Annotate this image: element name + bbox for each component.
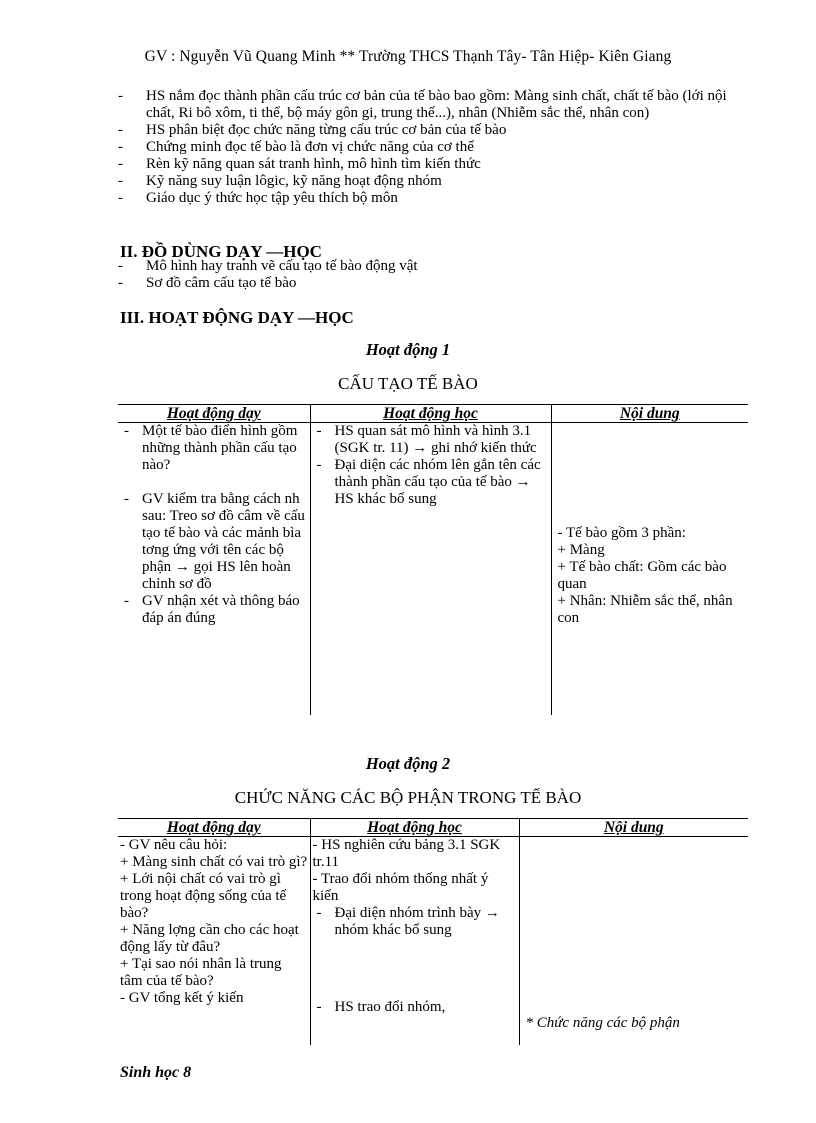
activity-1-subtitle: CẤU TẠO TẾ BÀO (338, 374, 478, 393)
activity-2-subtitle: CHỨC NĂNG CÁC BỘ PHẬN TRONG TẾ BÀO (234, 788, 582, 807)
activity-1-table (118, 404, 748, 715)
list-item: - GV nhận xét và thông báo đáp án đúng (124, 593, 300, 626)
activity-1-title: Hoạt động 1 (365, 340, 451, 359)
page-footer: Sinh học 8 (120, 1064, 192, 1081)
activity-2-title: Hoạt động 2 (365, 754, 451, 773)
list-item: - Đại diện các nhóm lên gắn tên các thành phần cấu tạo của tế bào → HS khác bổ sung (316, 457, 541, 507)
content-line: + Nhân: Nhiễm sắc thể, nhân con (557, 593, 733, 626)
list-item: + Màng sinh chất có vai trò gì? (120, 854, 308, 870)
list-item: - HS quan sát mô hình và hình 3.1 (SGK tr. 11) → ghi nhớ kiến thức (316, 423, 537, 456)
column-header: Nội dung (519, 819, 748, 837)
list-item: - GV tổng kết ý kiến (120, 990, 244, 1006)
content-line: - Tế bào gồm 3 phần: (557, 525, 686, 541)
section-2-title: II. ĐỒ DÙNG DẠY —HỌC (120, 242, 322, 261)
column-header: Hoạt động học (310, 405, 551, 423)
list-item: - Trao đổi nhóm thống nhất ý kiến (312, 871, 489, 904)
learn-cell (310, 423, 551, 716)
list-item: - GV kiểm tra bằng cách nh sau: Treo sơ đồ câm về cấu tạo tế bào và các mảnh bìa tơng ứng với tên các bộ phận → gọi HS lên hoàn chỉnh sơ đồ (124, 491, 305, 592)
list-item: - HS nghiên cứu bảng 3.1 SGK tr.11 (312, 837, 501, 870)
list-item: - HS trao đổi nhóm, (316, 999, 446, 1015)
teach-cell (118, 423, 310, 716)
section-3-title: III. HOẠT ĐỘNG DẠY —HỌC (120, 308, 354, 327)
column-header: Hoạt động học (310, 819, 519, 837)
list-item: - Đại diện nhóm trình bày → nhóm khác bổ sung (316, 905, 500, 938)
list-item: - Mô hình hay tranh vẽ cấu tạo tế bào động vật (118, 258, 418, 274)
list-item: + Lới nội chất có vai trò gì trong hoạt động sống của tế bào? (120, 871, 287, 921)
list-item: - Rèn kỹ năng quan sát tranh hình, mô hình tìm kiến thức (118, 156, 481, 172)
list-item: + Năng lợng cần cho các hoạt động lấy từ đâu? (120, 922, 299, 955)
list-item: - GV nêu câu hỏi: (120, 837, 228, 853)
list-item: - HS phân biệt đọc chức năng từng cấu trúc cơ bản của tế bào (118, 122, 507, 138)
list-item: + Tại sao nói nhân là trung tâm của tế bào? (120, 956, 282, 989)
content-cell (519, 837, 748, 1046)
column-header: Nội dung (551, 405, 748, 423)
activity-2-table (118, 818, 748, 1045)
list-item: - Một tế bào điển hình gồm những thành phần cấu tạo nào? (124, 423, 298, 473)
list-item: - HS nắm đọc thành phần cấu trúc cơ bản của tế bào bao gồm: Màng sinh chất, chất tế bào (lới nội chất, Ri bô xôm, ti thể, bộ máy gôn gi, trung thể...), nhân (Nhiễm sắc thể, nhân con) (118, 88, 727, 121)
teach-cell (118, 837, 310, 1046)
list-item: - Giáo dục ý thức học tập yêu thích bộ môn (118, 190, 398, 206)
content-line: * Chức năng các bộ phận (525, 1015, 680, 1031)
materials-list (118, 258, 738, 292)
list-item: - Chứng minh đọc tế bào là đơn vị chức năng của cơ thể (118, 139, 474, 155)
content-cell (551, 423, 748, 716)
content-line: + Tế bào chất: Gồm các bào quan (557, 559, 727, 592)
page-header: GV : Nguyễn Vũ Quang Minh ** Trường THCS Thạnh Tây- Tân Hiệp- Kiên Giang (144, 48, 672, 65)
list-item: - Kỹ năng suy luận lôgic, kỹ năng hoạt động nhóm (118, 173, 442, 189)
column-header: Hoạt động dạy (118, 405, 310, 423)
objectives-list (118, 88, 738, 207)
list-item: - Sơ đồ câm cấu tạo tế bào (118, 275, 297, 291)
content-line: + Màng (557, 542, 605, 558)
learn-cell (310, 837, 519, 1046)
column-header: Hoạt động dạy (118, 819, 310, 837)
